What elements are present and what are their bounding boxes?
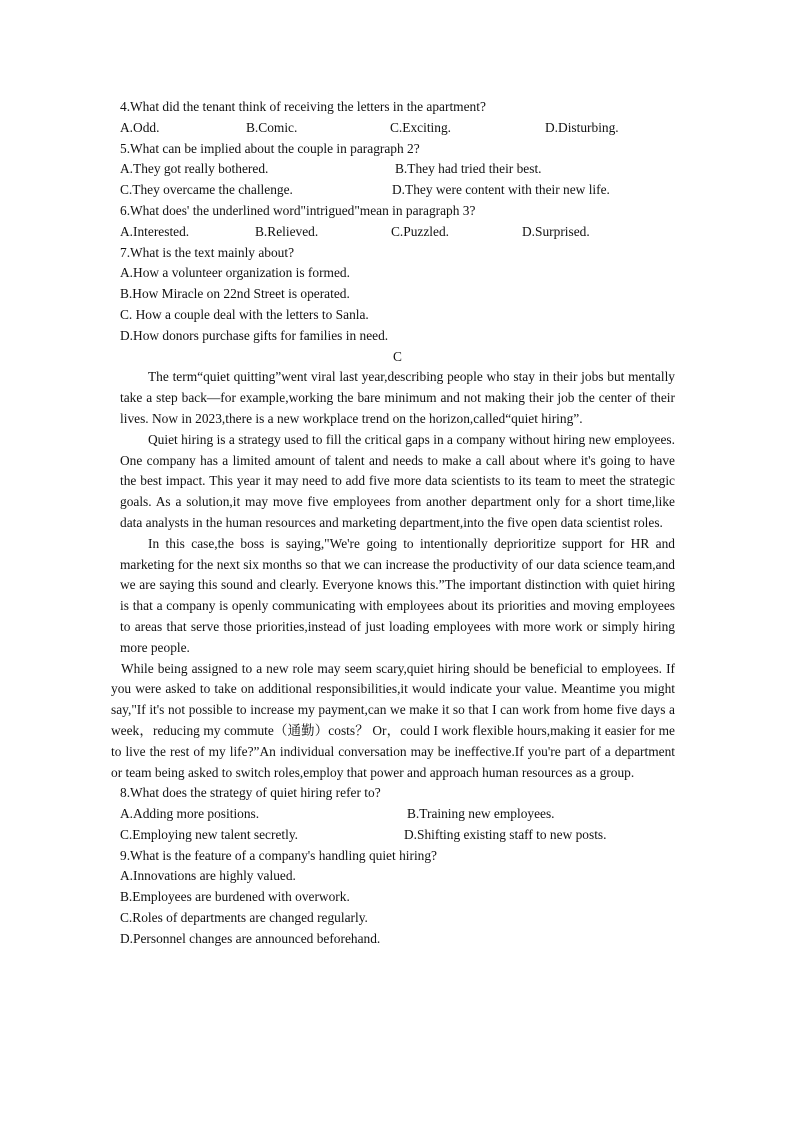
- question-8-options-row-1: [120, 804, 675, 825]
- question-8-stem: 8.What does the strategy of quiet hiring refer to?: [120, 785, 381, 801]
- question-7-option-d: D.How donors purchase gifts for families in need.: [120, 327, 389, 343]
- question-7-stem: 7.What is the text mainly about?: [120, 244, 295, 260]
- exam-page: [111, 97, 675, 950]
- passage-paragraph-1: The term“quiet quitting”went viral last year,describing people who stay in their jobs but mentally take a step back—for example,working the bare minimum and not making their job the center of their lives. Now in 2023,there is a new workplace trend on the horizon,called“quiet hiring”.: [120, 369, 675, 426]
- question-4-options: [120, 118, 675, 139]
- question-8-option-c: C.Employing new talent secretly.: [120, 826, 299, 842]
- question-6-options: [120, 222, 675, 243]
- question-6-option-b: B.Relieved.: [255, 223, 319, 239]
- section-c-heading: C: [393, 348, 402, 364]
- question-8-option-b: B.Training new employees.: [407, 806, 555, 822]
- question-8-options-row-2: [120, 825, 675, 846]
- question-4-option-d: D.Disturbing.: [545, 119, 619, 135]
- passage-paragraph-3: In this case,the boss is saying,"We're going to intentionally deprioritize support for HR and marketing for the next six months so that we can increase the productivity of our data science team,and we are saying this sound and clearly. Everyone knows this.”The important distinction with quiet hiring is that a company is openly communicating with employees about its priorities and moving employees to areas that serve those priorities,instead of just loading employees with more work or simply hiring more people.: [120, 535, 675, 655]
- question-8-option-a: A.Adding more positions.: [120, 806, 260, 822]
- question-6-option-a: A.Interested.: [120, 223, 190, 239]
- question-4-option-c: C.Exciting.: [390, 119, 451, 135]
- question-7-option-c: C. How a couple deal with the letters to Sanla.: [120, 306, 369, 322]
- question-9-option-c: C.Roles of departments are changed regularly.: [120, 910, 368, 926]
- question-5-option-a: A.They got really bothered.: [120, 161, 269, 177]
- passage-paragraph-4: While being assigned to a new role may seem scary,quiet hiring should be beneficial to employees. If you were asked to take on additional responsibilities,it would indicate your value. Meantime you might say,"If it's not possible to increase my payment,can we make it so that I can work from home five days a week，reducing my commute（通勤）costs？ Or，could I work flexible hours,making it easier for me to live the rest of my life?”An individual conversation may be ineffective.If you're part of a department or team being asked to switch roles,employ that power and approach human resources as a group.: [111, 660, 675, 780]
- question-4-option-b: B.Comic.: [246, 119, 298, 135]
- question-9-option-d: D.Personnel changes are announced beforehand.: [120, 930, 381, 946]
- question-9-option-a: A.Innovations are highly valued.: [120, 868, 296, 884]
- question-8-option-d: D.Shifting existing staff to new posts.: [404, 826, 607, 842]
- question-6-option-d: D.Surprised.: [522, 223, 590, 239]
- question-5-option-b: B.They had tried their best.: [395, 161, 542, 177]
- question-5-stem: 5.What can be implied about the couple in paragraph 2?: [120, 140, 420, 156]
- question-7-option-a: A.How a volunteer organization is formed.: [120, 265, 350, 281]
- question-5-options-row-1: [120, 159, 675, 180]
- question-9-stem: 9.What is the feature of a company's handling quiet hiring?: [120, 847, 437, 863]
- question-4-stem: 4.What did the tenant think of receiving the letters in the apartment?: [120, 99, 486, 114]
- question-6-stem: 6.What does' the underlined word"intrigued"mean in paragraph 3?: [120, 202, 476, 218]
- question-5-option-c: C.They overcame the challenge.: [120, 182, 293, 198]
- question-4-option-a: A.Odd.: [120, 119, 160, 135]
- question-5-options-row-2: [120, 180, 675, 201]
- question-5-option-d: D.They were content with their new life.: [392, 182, 610, 198]
- passage-paragraph-2: Quiet hiring is a strategy used to fill the critical gaps in a company without hiring new employees. One company has a limited amount of talent and needs to make a call about where it's going to have the best impact. This year it may need to add five more data scientists to its team to meet the strategic goals. As a solution,it may move five employees from another department only for a short time,like data analysts in the human resources and marketing department,into the five open data scientist roles.: [120, 431, 675, 530]
- question-7-option-b: B.How Miracle on 22nd Street is operated.: [120, 286, 350, 302]
- question-6-option-c: C.Puzzled.: [391, 223, 450, 239]
- question-9-option-b: B.Employees are burdened with overwork.: [120, 889, 350, 905]
